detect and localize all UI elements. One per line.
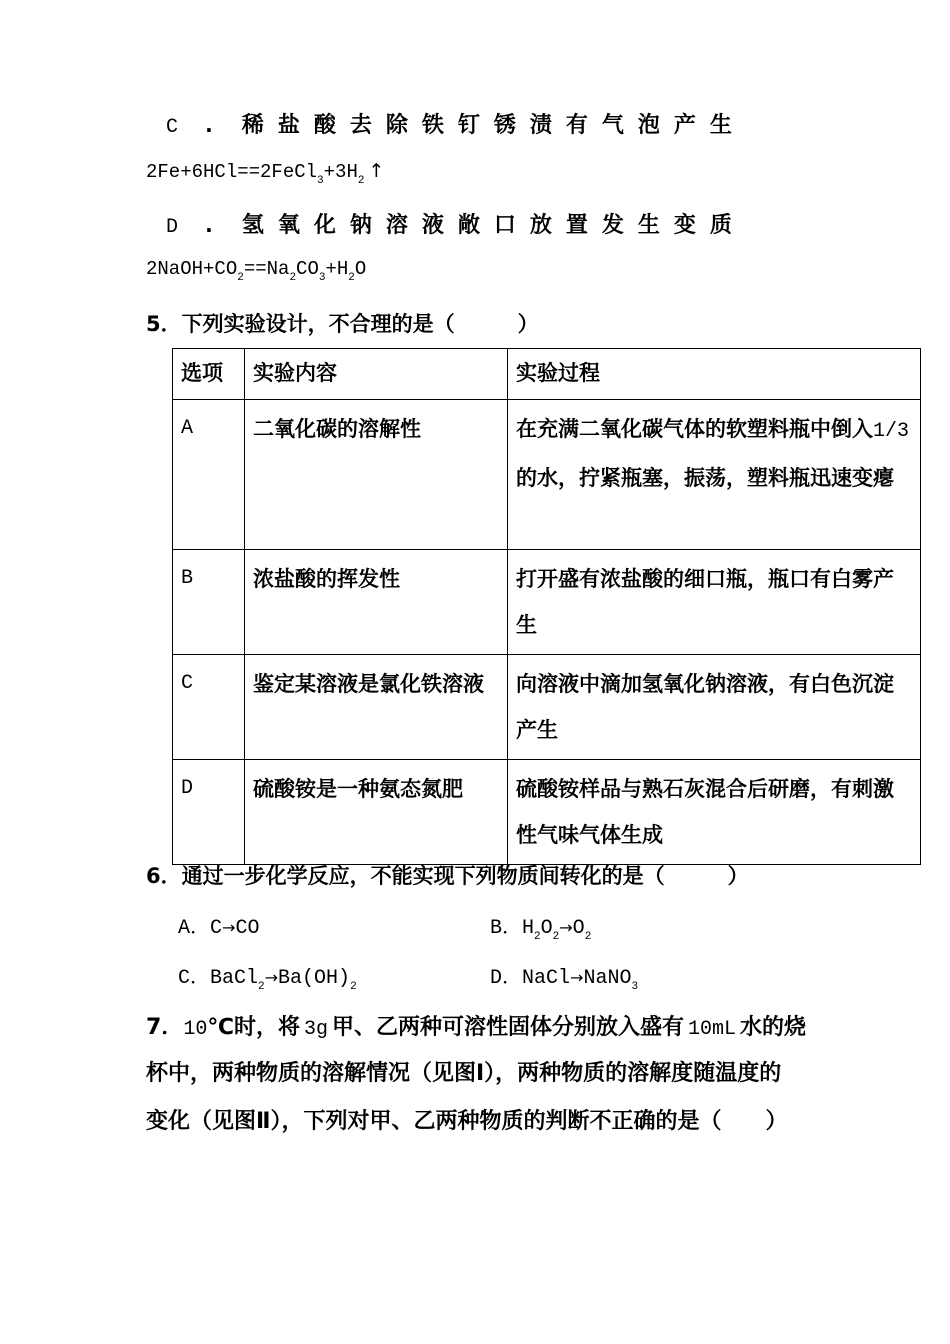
arrow-icon: → [570, 968, 584, 987]
arrow-icon: → [559, 918, 573, 937]
row-id: D [173, 760, 245, 865]
header-content: 实验内容 [245, 349, 508, 400]
option-c-label: C [166, 116, 179, 139]
q6-option-c: C．$BaCl_2\to Ba(OH)_2$ [178, 967, 357, 993]
option-c [166, 108, 746, 139]
option-d-text: 氢氧化钠溶液敞口放置发生变质 [241, 213, 746, 238]
row-content: 硫酸铵是一种氨态氮肥 [245, 760, 508, 865]
q7-line-1: 7．10℃时，将 3g 甲、乙两种可溶性固体分别放入盛有 10mL 水的烧 [146, 1015, 807, 1041]
row-process: 硫酸铵样品与熟石灰混合后研磨，有刺激性气味气体生成 [508, 760, 921, 865]
option-d-label: D [166, 216, 179, 239]
arrow-icon: → [222, 918, 236, 937]
q7-line-3: 变化（见图Ⅱ），下列对甲、乙两种物质的判断不正确的是（ ） [146, 1109, 788, 1134]
row-process: 向溶液中滴加氢氧化钠溶液，有白色沉淀产生 [508, 655, 921, 760]
table-row [173, 550, 921, 655]
header-process: 实验过程 [508, 349, 921, 400]
header-option: 选项 [173, 349, 245, 400]
q6-option-b: B．$H_2O_2\to O_2$ [490, 917, 592, 943]
q6-stem: 6．通过一步化学反应，不能实现下列物质间转化的是（ ） [146, 864, 749, 888]
table-header-row [173, 349, 921, 400]
table-row [173, 760, 921, 865]
q6-option-d: D．NaCl→NaNO$_3$ [490, 967, 639, 993]
row-process: 打开盛有浓盐酸的细口瓶，瓶口有白雾产生 [508, 550, 921, 655]
row-process: 在充满二氧化碳气体的软塑料瓶中倒入1/3的水，拧紧瓶塞，振荡，塑料瓶迅速变瘪 [508, 400, 921, 550]
table-row [173, 400, 921, 550]
q5-stem: 5．下列实验设计，不合理的是（ ） [146, 312, 539, 336]
row-content: 二氧化碳的溶解性 [245, 400, 508, 550]
option-d-dot: . [205, 213, 213, 237]
option-c-equation: $2Fe+6HCl==2FeCl_3+3H_2$ ↑ [146, 160, 385, 187]
option-c-dot: . [205, 113, 213, 137]
row-id: B [173, 550, 245, 655]
row-id: A [173, 400, 245, 550]
option-c-text: 稀盐酸去除铁钉锈渍有气泡产生 [241, 113, 746, 138]
q7-line-2: 杯中，两种物质的溶解情况（见图Ⅰ），两种物质的溶解度随温度的 [146, 1061, 782, 1086]
row-content: 鉴定某溶液是氯化铁溶液 [245, 655, 508, 760]
q5-table [172, 348, 921, 865]
q6-option-a: A．C→CO [178, 917, 260, 940]
arrow-icon: → [264, 968, 279, 987]
row-content: 浓盐酸的挥发性 [245, 550, 508, 655]
option-d-equation: $2NaOH+CO_2==Na_2CO_3+H_2O$ [146, 258, 367, 284]
option-d [166, 208, 746, 239]
table-row [173, 655, 921, 760]
row-id: C [173, 655, 245, 760]
